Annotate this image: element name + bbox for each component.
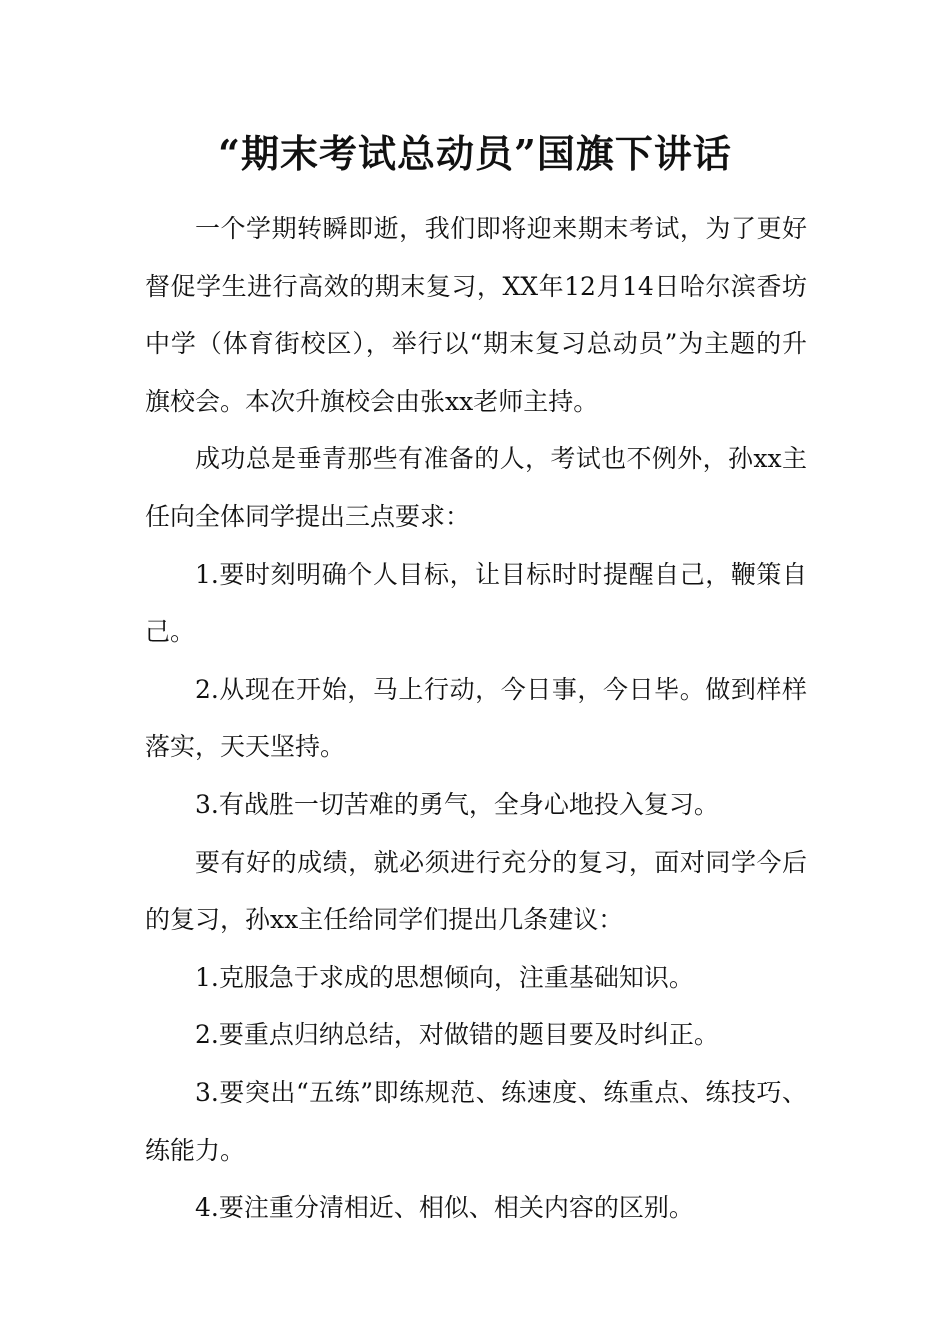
suggestion-item-2: 2.要重点归纳总结，对做错的题目要及时纠正。 xyxy=(195,1020,719,1050)
requirement-item-3: 3.有战胜一切苦难的勇气，全身心地投入复习。 xyxy=(195,789,719,819)
document-body xyxy=(145,200,807,1237)
suggestion-item-3: 3.要突出“五练”即练规范、练速度、练重点、练技巧、练能力。 xyxy=(145,1077,807,1165)
document-title: “期末考试总动员”国旗下讲话 xyxy=(218,131,732,176)
paragraph-suggestions-intro: 要有好的成绩，就必须进行充分的复习，面对同学今后的复习，孙xx主任给同学们提出几条建议： xyxy=(145,847,807,935)
requirement-item-2: 2.从现在开始，马上行动，今日事，今日毕。做到样样落实，天天坚持。 xyxy=(145,674,807,762)
requirement-item-1: 1.要时刻明确个人目标，让目标时时提醒自己，鞭策自己。 xyxy=(145,559,807,647)
paragraph-intro: 一个学期转瞬即逝，我们即将迎来期末考试，为了更好督促学生进行高效的期末复习，XX年12月14日哈尔滨香坊中学（体育街校区），举行以“期末复习总动员”为主题的升旗校会。本次升旗校会由张xx老师主持。 xyxy=(145,214,807,416)
suggestion-item-1: 1.克服急于求成的思想倾向，注重基础知识。 xyxy=(195,962,694,992)
suggestion-item-4: 4.要注重分清相近、相似、相关内容的区别。 xyxy=(195,1193,694,1223)
paragraph-requirements-intro: 成功总是垂青那些有准备的人，考试也不例外，孙xx主任向全体同学提出三点要求： xyxy=(145,444,807,531)
